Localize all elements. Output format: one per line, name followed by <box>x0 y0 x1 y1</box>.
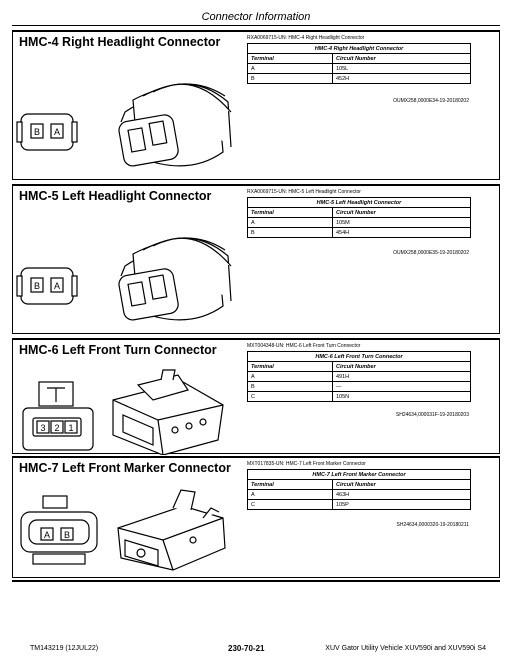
hmc5-face-view <box>17 268 77 304</box>
figure-code: SH24634,0000320-19-20180211 <box>396 522 469 528</box>
pin-label: A <box>53 127 61 137</box>
circuit-cell: 454H <box>333 228 471 238</box>
section-title: HMC-4 Right Headlight Connector <box>19 35 221 49</box>
pin-label: A <box>43 530 51 540</box>
hmc4-iso-view <box>118 84 231 167</box>
pin-label: A <box>53 281 61 291</box>
hmc6-terminal-table <box>247 351 471 402</box>
table-row <box>248 372 471 382</box>
table-caption: HMC-6 Left Front Turn Connector <box>248 352 471 362</box>
footer-rule <box>12 580 500 582</box>
column-header-circuit: Circuit Number <box>333 362 471 372</box>
table-row <box>248 218 471 228</box>
column-header-terminal: Terminal <box>248 480 333 490</box>
figure-code: SH24634,000031F-19-20180203 <box>395 412 469 418</box>
circuit-cell: 463H <box>333 490 471 500</box>
figure-reference: MXT004348-UN: HMC-6 Left Front Turn Connector <box>247 343 361 349</box>
pin-label: 1 <box>68 423 74 433</box>
figure-reference: RXA0069715-UN: HMC-5 Left Headlight Connector <box>247 189 361 195</box>
table-caption: HMC-4 Right Headlight Connector <box>248 44 471 54</box>
connector-section-hmc5 <box>12 184 500 334</box>
terminal-cell: A <box>248 64 333 74</box>
column-header-circuit: Circuit Number <box>333 480 471 490</box>
figure-reference: RXA0069715-UN: HMC-4 Right Headlight Connector <box>247 35 365 41</box>
footer-page-number: 230-70-21 <box>228 644 265 653</box>
terminal-cell: A <box>248 490 333 500</box>
hmc6-iso-view <box>113 370 223 455</box>
terminal-cell: B <box>248 382 333 392</box>
table-caption: HMC-5 Left Headlight Connector <box>248 198 471 208</box>
hmc7-face-view <box>21 496 97 564</box>
circuit-cell: 105N <box>333 392 471 402</box>
hmc7-terminal-table <box>247 469 471 510</box>
hmc4-connector-drawing <box>13 52 243 180</box>
hmc5-iso-view <box>118 238 231 321</box>
pin-label: B <box>63 530 71 540</box>
table-row <box>248 500 471 510</box>
page-title: Connector Information <box>201 11 311 23</box>
table-row <box>248 382 471 392</box>
hmc6-connector-drawing <box>13 360 243 455</box>
table-caption: HMC-7 Left Front Marker Connector <box>248 470 471 480</box>
pin-label: 2 <box>54 423 60 433</box>
table-row <box>248 392 471 402</box>
hmc4-terminal-table <box>247 43 471 84</box>
column-header-circuit: Circuit Number <box>333 54 471 64</box>
circuit-cell: — <box>333 382 471 392</box>
connector-section-hmc4 <box>12 30 500 180</box>
hmc7-iso-view <box>118 490 225 570</box>
page-header <box>12 9 500 26</box>
terminal-cell: A <box>248 372 333 382</box>
hmc7-connector-drawing <box>13 478 243 578</box>
footer-doc-id: TM143219 (12JUL22) <box>30 645 99 652</box>
figure-code: OUMX258,0000E35-19-20180202 <box>393 250 469 256</box>
section-title: HMC-6 Left Front Turn Connector <box>19 343 217 357</box>
table-row <box>248 64 471 74</box>
column-header-terminal: Terminal <box>248 362 333 372</box>
figure-code: OUMX258,0000E34-19-20180202 <box>393 98 469 104</box>
footer-product: XUV Gator Utility Vehicle XUV590i and XUV590i S4 <box>325 645 486 652</box>
circuit-cell: 491H <box>333 372 471 382</box>
figure-reference: MXT017835-UN: HMC-7 Left Front Marker Connector <box>247 461 366 467</box>
terminal-cell: B <box>248 228 333 238</box>
column-header-terminal: Terminal <box>248 54 333 64</box>
hmc4-face-view <box>17 114 77 150</box>
circuit-cell: 452H <box>333 74 471 84</box>
column-header-terminal: Terminal <box>248 208 333 218</box>
pin-label: B <box>33 127 41 137</box>
connector-section-hmc6 <box>12 338 500 454</box>
table-row <box>248 490 471 500</box>
terminal-cell: A <box>248 218 333 228</box>
terminal-cell: B <box>248 74 333 84</box>
table-row <box>248 74 471 84</box>
pin-label: B <box>33 281 41 291</box>
pin-label: 3 <box>40 423 46 433</box>
circuit-cell: 105P <box>333 500 471 510</box>
terminal-cell: C <box>248 392 333 402</box>
circuit-cell: 105L <box>333 64 471 74</box>
column-header-circuit: Circuit Number <box>333 208 471 218</box>
table-row <box>248 228 471 238</box>
terminal-cell: C <box>248 500 333 510</box>
hmc5-terminal-table <box>247 197 471 238</box>
hmc5-connector-drawing <box>13 206 243 334</box>
connector-section-hmc7 <box>12 456 500 578</box>
section-title: HMC-5 Left Headlight Connector <box>19 189 212 203</box>
circuit-cell: 105M <box>333 218 471 228</box>
hmc6-face-view <box>23 382 93 450</box>
section-title: HMC-7 Left Front Marker Connector <box>19 461 231 475</box>
